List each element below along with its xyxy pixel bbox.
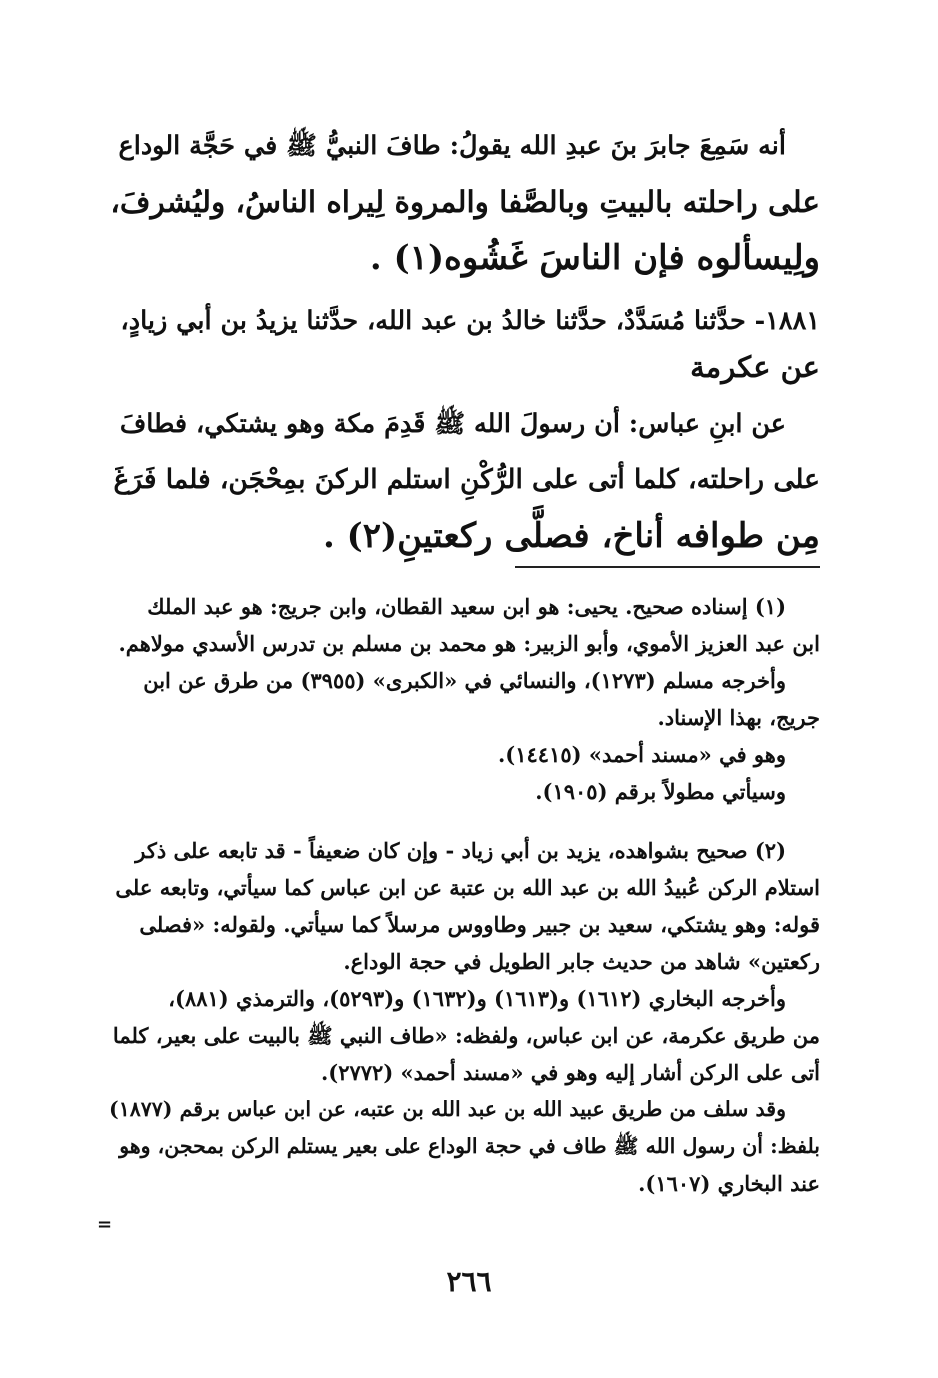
footnote-line: عند البخاري (١٦٠٧). xyxy=(638,1171,820,1196)
text-line: عن عكرمة xyxy=(690,350,820,384)
continuation-mark: = xyxy=(97,1214,113,1235)
text-line: أنه سَمِعَ جابرَ بنَ عبدِ الله يقولُ: طافَ النبيُّ ﷺ في حَجَّة الوداع xyxy=(118,131,786,161)
text-line: مِن طوافه أناخ، فصلَّى ركعتينِ(٢) . xyxy=(322,516,820,556)
footnote-line: وأخرجه البخاري (١٦١٢) و(١٦١٣) و(١٦٣٢) و(٥٢٩٣)، والترمذي (٨٨١)، xyxy=(168,986,786,1011)
main-paragraph-2 xyxy=(108,396,820,564)
footnote-line: (١) إسناده صحيح. يحيى: هو ابن سعيد القطان، وابن جريج: هو عبد الملك xyxy=(147,594,786,619)
footnote-line: ابن عبد العزيز الأموي، وأبو الزبير: هو محمد بن مسلم بن تدرس الأسدي مولاهم. xyxy=(118,631,820,656)
footnote-line: من طريق عكرمة، عن ابن عباس، ولفظه: «طاف النبي ﷺ بالبيت على بعير، كلما xyxy=(112,1023,820,1048)
text-line: على راحلته، كلما أتى على الرُّكْنِ استلم الركنَ بمِحْجَن، فلما فَرَغَ xyxy=(113,464,820,495)
footnote-2 xyxy=(108,832,820,1202)
page-number: ٢٦٦ xyxy=(446,1265,492,1298)
footnote-line: قوله: وهو يشتكي، سعيد بن جبير وطاووس مرسلاً كما سيأتي. ولقوله: «فصلى xyxy=(139,912,820,937)
footnote-separator xyxy=(515,566,820,568)
footnote-1 xyxy=(108,588,820,810)
main-paragraph-1 xyxy=(108,118,820,286)
footnote-line: وسيأتي مطولاً برقم (١٩٠٥). xyxy=(535,779,786,804)
text-line: ١٨٨١- حدَّثنا مُسَدَّدٌ، حدَّثنا خالدُ بن عبد الله، حدَّثنا يزيدُ بن أبي زيادٍ، xyxy=(120,306,820,336)
footnote-line: أتى على الركن أشار إليه وهو في «مسند أحمد» (٢٧٧٢). xyxy=(320,1060,820,1085)
footnote-line: بلفظ: أن رسول الله ﷺ طاف في حجة الوداع على بعير يستلم الركن بمحجن، وهو xyxy=(119,1134,820,1158)
text-line: ولِيسألوه فإن الناسَ غَشُوه(١) . xyxy=(369,238,820,278)
hadith-header xyxy=(108,298,820,390)
footnote-line: وأخرجه مسلم (١٢٧٣)، والنسائي في «الكبرى» (٣٩٥٥) من طرق عن ابن xyxy=(143,668,786,693)
footnote-line: استلام الركن عُبيدُ الله بن عبد الله بن عتبة عن ابن عباس كما سيأتي، وتابعه على xyxy=(115,875,820,900)
footnote-line: وهو في «مسند أحمد» (١٤٤١٥). xyxy=(497,742,786,767)
text-line: عن ابنِ عباس: أن رسولَ الله ﷺ قَدِمَ مكة وهو يشتكي، فطافَ xyxy=(119,409,786,439)
footnote-line: وقد سلف من طريق عبيد الله بن عبد الله بن عتبه، عن ابن عباس برقم (١٨٧٧) xyxy=(109,1097,786,1121)
text-line: على راحلته بالبيتِ وبالصَّفا والمروة لِيراه الناسُ، وليُشرفَ، xyxy=(110,184,820,219)
footnote-line: جريج، بهذا الإسناد. xyxy=(657,705,820,730)
footnote-line: (٢) صحيح بشواهده، يزيد بن أبي زياد - وإن كان ضعيفاً - قد تابعه على ذكر xyxy=(135,838,786,863)
footnote-line: ركعتين» شاهد من حديث جابر الطويل في حجة الوداع. xyxy=(343,949,820,974)
